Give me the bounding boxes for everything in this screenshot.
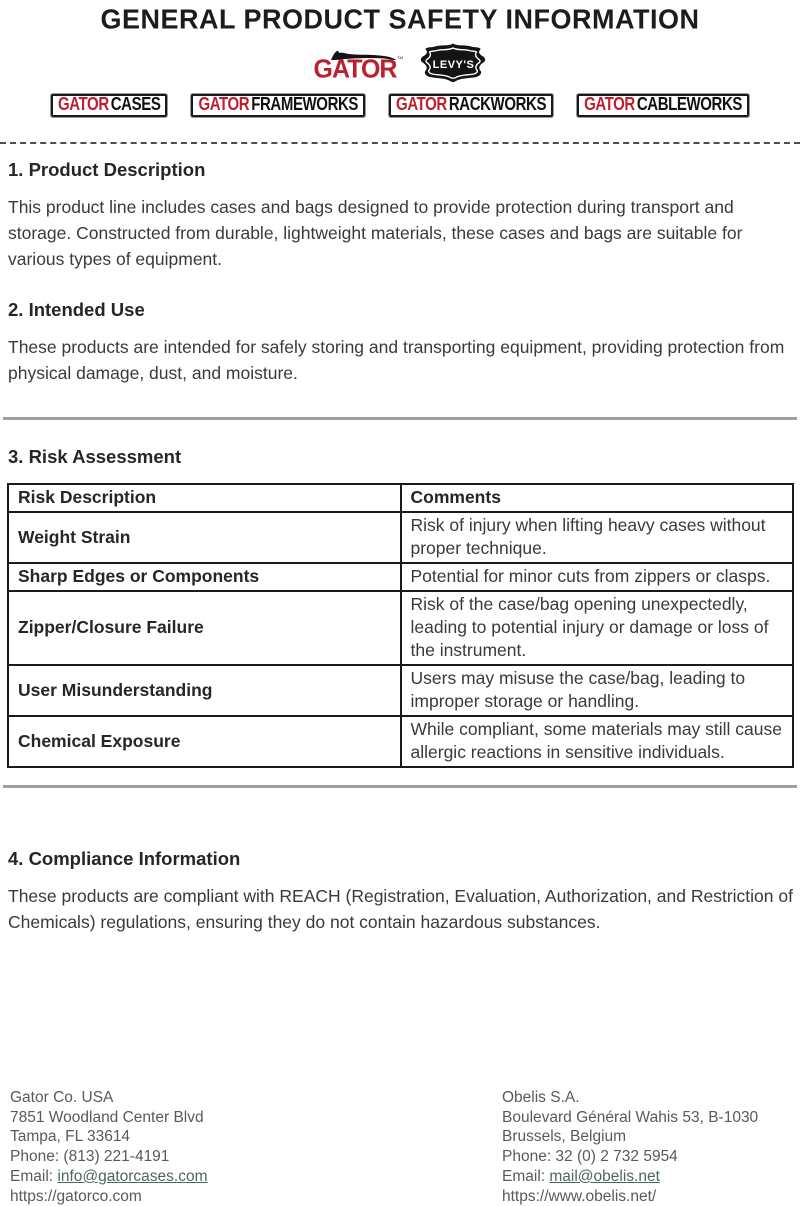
table-header-comments: Comments <box>401 484 794 512</box>
footer-gator-contact <box>10 1088 502 1206</box>
table-header-risk-description: Risk Description <box>8 484 401 512</box>
table-row <box>8 716 793 767</box>
contact-footer <box>10 1088 800 1206</box>
section-body-product-description: This product line includes cases and bags designed to provide protection during transport and storage. Constructed from durable, lightweight materials, these cases and bags are suitable for various types of equipment. <box>8 197 743 269</box>
dashed-divider <box>0 142 800 144</box>
footer-obelis-contact <box>502 1088 800 1206</box>
section-heading-intended-use: 2. Intended Use <box>8 299 145 320</box>
website-url: https://gatorco.com <box>10 1187 142 1205</box>
email-label: Email: <box>502 1167 550 1185</box>
address-line: Brussels, Belgium <box>502 1128 627 1146</box>
company-name: Obelis S.A. <box>502 1089 580 1106</box>
document-page <box>0 4 800 1204</box>
table-row <box>8 512 793 563</box>
table-row <box>8 563 793 591</box>
table-cell-comment: Potential for minor cuts from zippers or clasps. <box>401 563 794 591</box>
website-url: https://www.obelis.net/ <box>502 1187 657 1205</box>
table-cell-risk: Weight Strain <box>8 512 401 563</box>
section-divider <box>3 417 797 420</box>
table-cell-risk: Zipper/Closure Failure <box>8 591 401 665</box>
section-heading-product-description: 1. Product Description <box>8 159 206 180</box>
gator-wordmark: GATOR™ <box>313 53 403 84</box>
email-link[interactable]: info@gatorcases.com <box>57 1167 208 1185</box>
badge-gatorrackworks: GATOR RACKWORKS <box>389 94 553 117</box>
company-name: Gator Co. USA <box>10 1089 114 1106</box>
brand-badge-row <box>0 94 800 117</box>
table-cell-comment: Users may misuse the case/bag, leading to improper storage or handling. <box>401 665 794 716</box>
badge-gatorcases: GATOR CASES <box>51 94 167 117</box>
phone-line: Phone: 32 (0) 2 732 5954 <box>502 1148 678 1166</box>
trademark-symbol: ™ <box>396 55 403 64</box>
table-cell-comment: Risk of injury when lifting heavy cases without proper technique. <box>401 512 794 563</box>
email-line <box>10 1167 502 1187</box>
section-body-intended-use: These products are intended for safely storing and transporting equipment, providing protection from physical damage, dust, and moisture. <box>8 337 785 383</box>
table-cell-risk: User Misunderstanding <box>8 665 401 716</box>
badge-gatorframeworks: GATOR FRAMEWORKS <box>191 94 365 117</box>
email-line <box>502 1167 800 1187</box>
levys-logo <box>420 41 486 90</box>
section-heading-risk-assessment: 3. Risk Assessment <box>8 446 182 467</box>
address-line: Tampa, FL 33614 <box>10 1128 131 1146</box>
table-cell-comment: Risk of the case/bag opening unexpectedly, leading to potential injury or damage or loss of the instrument. <box>401 591 794 665</box>
badge-gatorcableworks: GATOR CABLEWORKS <box>577 94 749 117</box>
email-link[interactable]: mail@obelis.net <box>549 1167 660 1185</box>
address-line: 7851 Woodland Center Blvd <box>10 1108 204 1126</box>
table-row <box>8 665 793 716</box>
section-divider <box>3 785 797 788</box>
phone-line: Phone: (813) 221-4191 <box>10 1148 170 1166</box>
table-cell-risk: Chemical Exposure <box>8 716 401 767</box>
page-title: GENERAL PRODUCT SAFETY INFORMATION <box>100 3 700 35</box>
section-body-compliance: These products are compliant with REACH (Registration, Evaluation, Authorization, and Restriction of Chemicals) regulations, ensuring they do not contain hazardous substances. <box>8 886 793 932</box>
brand-logo-row <box>0 42 800 88</box>
table-cell-comment: While compliant, some materials may still cause allergic reactions in sensitive individuals. <box>401 716 794 767</box>
table-header-row <box>8 484 793 512</box>
table-cell-risk: Sharp Edges or Components <box>8 563 401 591</box>
risk-assessment-table <box>7 483 794 768</box>
section-heading-compliance: 4. Compliance Information <box>8 848 241 869</box>
table-row <box>8 591 793 665</box>
gator-logo <box>314 49 403 82</box>
email-label: Email: <box>10 1167 58 1185</box>
levys-wordmark: LEVY'S <box>432 59 475 71</box>
address-line: Boulevard Général Wahis 53, B-1030 <box>502 1108 759 1126</box>
